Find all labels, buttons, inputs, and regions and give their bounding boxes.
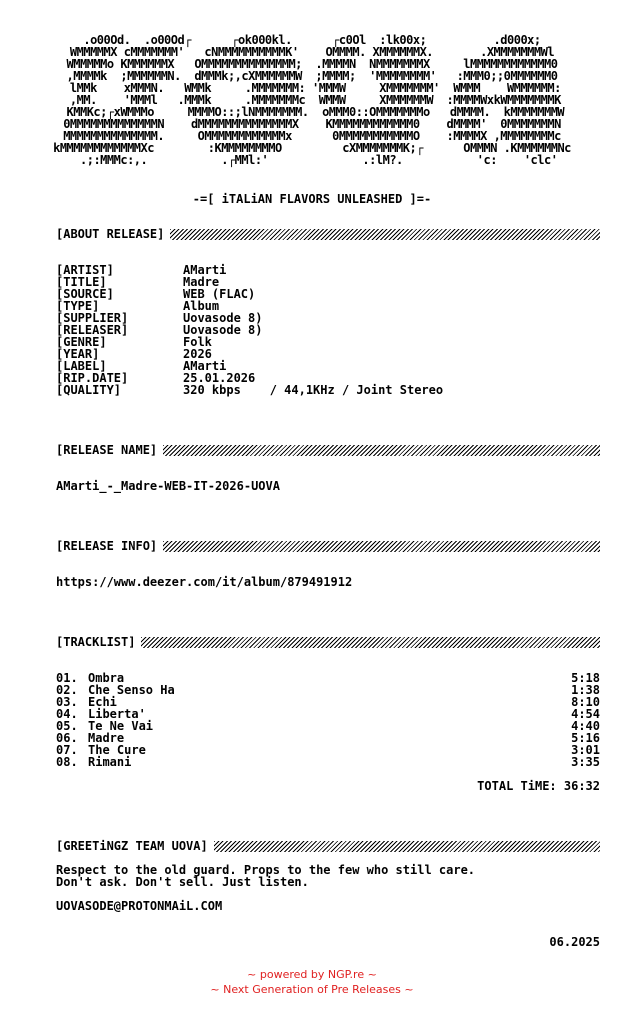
track-duration: 4:40 <box>571 719 600 733</box>
field-releaser <box>56 324 443 336</box>
release-info-link[interactable]: https://www.deezer.com/it/album/879491912 <box>56 575 353 589</box>
track-title: Rimani <box>88 755 132 769</box>
track-title: Madre <box>88 731 125 745</box>
greetings-text <box>56 864 475 888</box>
field-key: [LABEL] <box>56 359 107 373</box>
track-list <box>56 672 600 768</box>
field-value: WEB (FLAC) <box>183 287 256 301</box>
release-name-header <box>56 443 600 457</box>
section-title: [RELEASE NAME] <box>56 443 158 457</box>
hatch-divider <box>163 445 600 456</box>
field-artist <box>56 264 443 276</box>
track-title: Ombra <box>88 671 125 685</box>
section-title: [RELEASE INFO] <box>56 539 158 553</box>
hatch-divider <box>141 637 600 648</box>
track-duration: 1:38 <box>571 683 600 697</box>
track-number: 02. <box>56 683 78 697</box>
field-key: [RIP.DATE] <box>56 371 129 385</box>
track-number: 07. <box>56 743 78 757</box>
field-key: [RELEASER] <box>56 323 129 337</box>
field-value: Madre <box>183 275 220 289</box>
field-key: [QUALITY] <box>56 383 122 397</box>
track-number: 01. <box>56 671 78 685</box>
hatch-divider <box>214 841 600 852</box>
field-key: [SOURCE] <box>56 287 114 301</box>
ascii-logo: .o00Od. .o00Od┌ ┌ok000kl. ┌c0Ol :lk00x; .d000x; WMMMMMX cMMMMMMM' cNMMMMMMMMMMK' OMMMM. XMMMMMMX. .XMMMMMMMWl WMMMMMo KMMMMMMX OMMMMMMMMMMMMMM; .MMMMN NMMMMMMMX lMMMMMMMMMMMM0 ,MMMMk ;MMMMMMN. dMMMk;,cXMMMMMMW ;MMMM; 'MMMMMMMM' :MMM0;;0MMMMMM0 lMMk xMMMN. WMMk .MMMMMMM: 'MMMW XMMMMMMM' WMMM WMMMMMM: ,MM. 'MMMl .MMMk .MMMMMMMc WMMW XMMMMMMW :MMMMWxkWMMMMMMMK KMMKc;┌xWMMMo MMMMO::;lNMMMMMMM. oMMM0::OMMMMMMMo dMMMM. kMMMMMMMW 0MMMMMMMMMMMMMN dMMMMMMMMMMMMMMX KMMMMMMMMMMMM0 dMMMM' 0MMMMMMMN MMMMMMMMMMMMMM. OMMMMMMMMMMMMx 0MMMMMMMMMMMO :MMMMX ,MMMMMMMMc kMMMMMMMMMMMMXc :KMMMMMMMMO cXMMMMMMMK;┌ OMMMN .KMMMMMMNc .;:MMMc:,. .┌MMl:' .:lM?. 'c: 'clc' <box>53 33 571 167</box>
track-duration: 5:18 <box>571 671 600 685</box>
contact-email[interactable]: UOVASODE@PROTONMAiL.COM <box>56 899 223 913</box>
track-number: 08. <box>56 755 78 769</box>
track-row <box>56 744 600 756</box>
field-value: 320 kbps / 44,1KHz / Joint Stereo <box>183 383 444 397</box>
track-duration: 5:16 <box>571 731 600 745</box>
track-number: 04. <box>56 707 78 721</box>
field-value: 25.01.2026 <box>183 371 256 385</box>
track-duration: 3:01 <box>571 743 600 757</box>
field-key: [GENRE] <box>56 335 107 349</box>
track-title: Te Ne Vai <box>88 719 154 733</box>
field-value: Uovasode 8) <box>183 311 263 325</box>
field-source <box>56 288 443 300</box>
field-value: AMarti <box>183 359 227 373</box>
track-row <box>56 720 600 732</box>
tracklist-header <box>56 635 600 649</box>
field-key: [ARTIST] <box>56 263 114 277</box>
track-row <box>56 684 600 696</box>
track-title: Liberta' <box>88 707 146 721</box>
field-value: Folk <box>183 335 212 349</box>
about-release-header <box>56 227 600 241</box>
section-title: [ABOUT RELEASE] <box>56 227 165 241</box>
track-duration: 8:10 <box>571 695 600 709</box>
track-duration: 4:54 <box>571 707 600 721</box>
field-value: Uovasode 8) <box>183 323 263 337</box>
field-key: [SUPPLIER] <box>56 311 129 325</box>
greeting-line: Don't ask. Don't sell. Just listen. <box>56 875 309 889</box>
release-date: 06.2025 <box>549 935 600 949</box>
tagline: -=[ iTALiAN FLAVORS UNLEASHED ]=- <box>192 192 432 206</box>
track-number: 03. <box>56 695 78 709</box>
field-key: [TITLE] <box>56 275 107 289</box>
field-genre <box>56 336 443 348</box>
track-title: Che Senso Ha <box>88 683 175 697</box>
release-fields <box>56 264 443 396</box>
track-number: 06. <box>56 731 78 745</box>
greeting-line: Respect to the old guard. Props to the few who still care. <box>56 863 476 877</box>
hatch-divider <box>170 229 600 240</box>
field-value: AMarti <box>183 263 227 277</box>
track-title: The Cure <box>88 743 146 757</box>
field-quality <box>56 384 443 396</box>
section-title: [TRACKLIST] <box>56 635 136 649</box>
section-title: [GREETiNGZ TEAM UOVA] <box>56 839 208 853</box>
field-value: Album <box>183 299 220 313</box>
hatch-divider <box>163 541 600 552</box>
release-name-value: AMarti_-_Madre-WEB-IT-2026-UOVA <box>56 479 280 493</box>
field-key: [TYPE] <box>56 299 100 313</box>
release-info-header <box>56 539 600 553</box>
track-duration: 3:35 <box>571 755 600 769</box>
ngp-tagline-footer: ~ Next Generation of Pre Releases ~ <box>210 983 414 996</box>
track-row <box>56 756 600 768</box>
field-key: [YEAR] <box>56 347 100 361</box>
total-time: TOTAL TiME: 36:32 <box>477 779 600 793</box>
track-title: Echi <box>88 695 117 709</box>
track-number: 05. <box>56 719 78 733</box>
powered-by-footer[interactable]: ~ powered by NGP.re ~ <box>247 968 377 981</box>
greetings-header <box>56 839 600 853</box>
field-value: 2026 <box>183 347 212 361</box>
field-year <box>56 348 443 360</box>
